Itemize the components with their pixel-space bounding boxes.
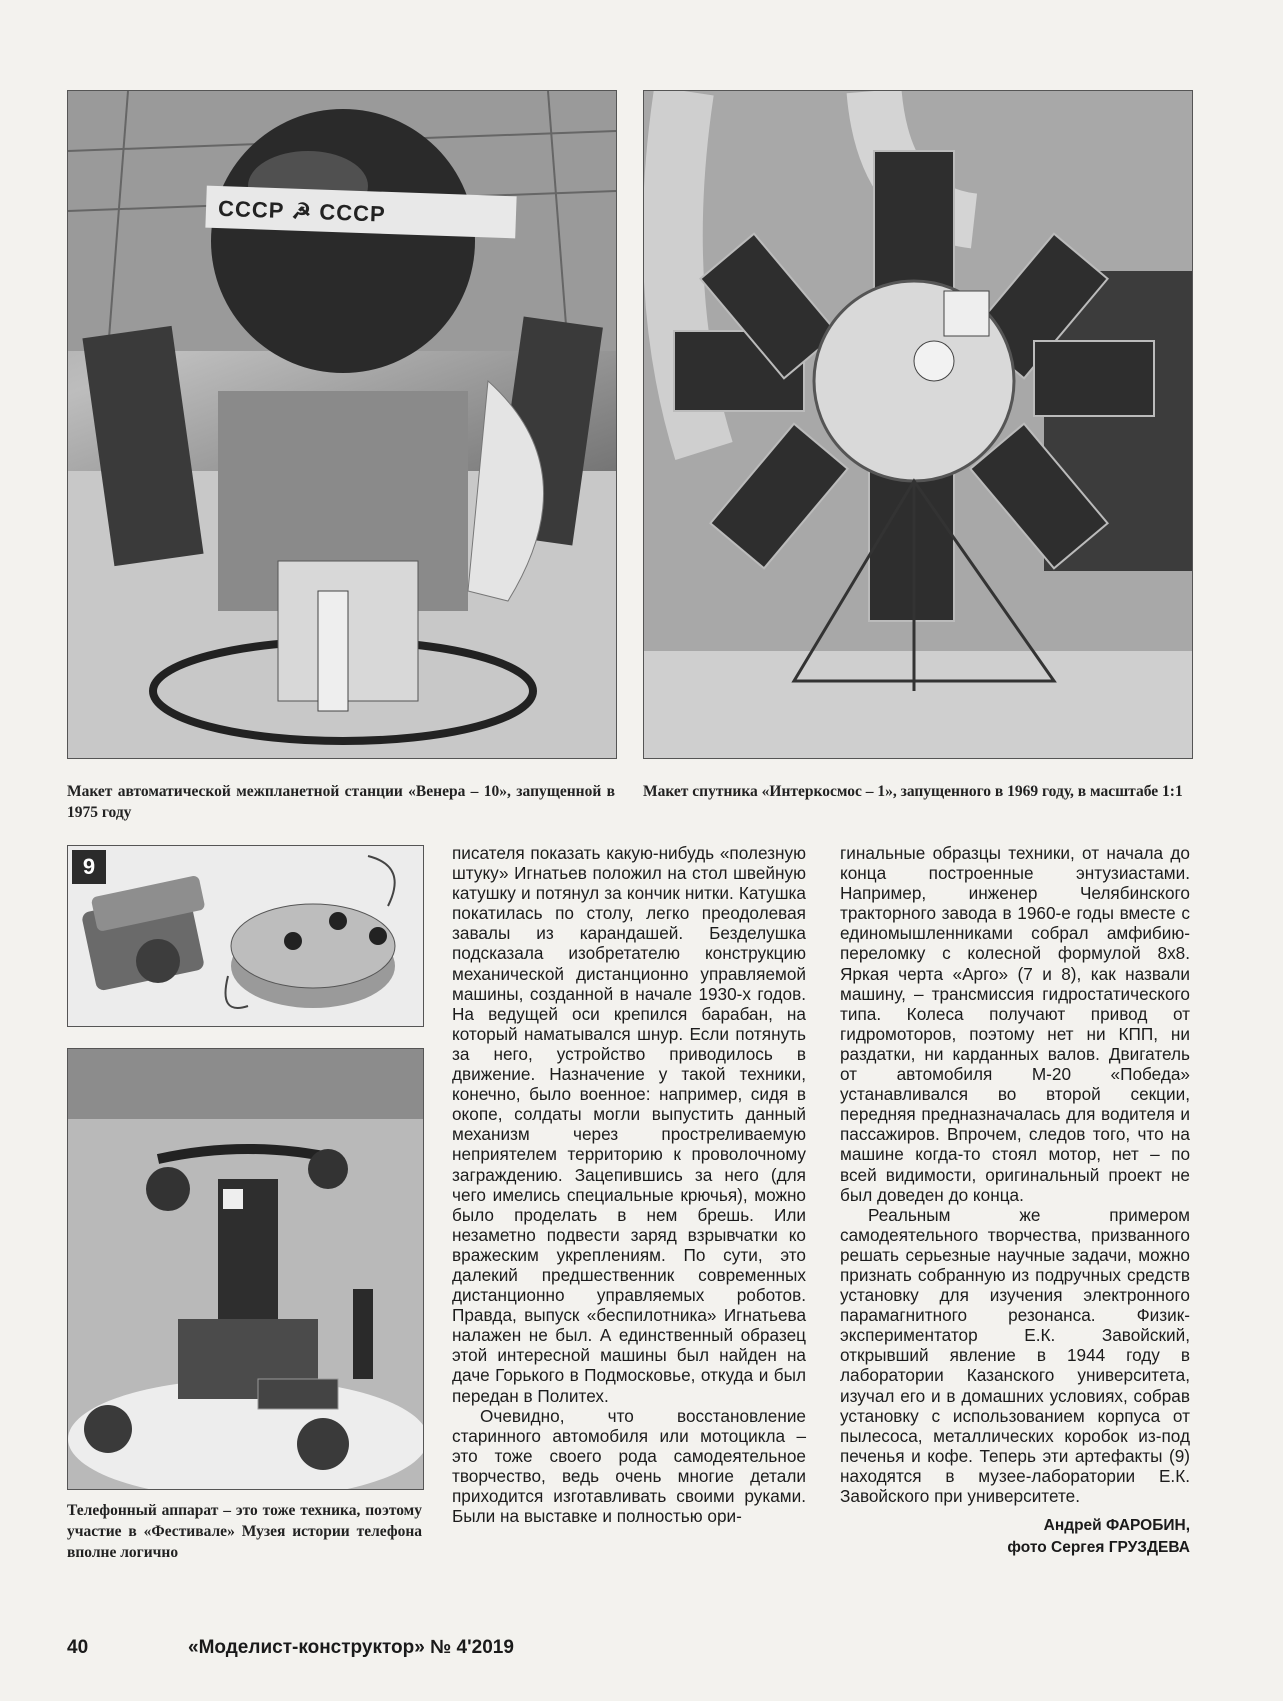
photo-telephone [67,1048,424,1490]
photo-artifacts [67,845,424,1027]
photo-interkosmos-1 [643,90,1193,759]
figure-badge: 9 [72,850,106,884]
magazine-title: «Моделист-конструктор» № 4'2019 [188,1637,514,1658]
author-name: Андрей ФАРОБИН, [1043,1517,1190,1534]
photo-credit: фото Сергея ГРУЗДЕВА [1007,1539,1190,1556]
caption-interkosmos: Макет спутника «Интеркосмос – 1», запущенного в 1969 году, в масштабе 1:1 [643,783,1183,800]
venera-illustration [68,91,616,758]
article-paragraph: писателя показать какую-нибудь «полезную штуку» Игнатьев положил на стол швейную катушку и потянул за кончик нитки. Катушка покатилась по столу, легко преодолевая завалы из карандашей. Безделушка подсказала изобретателю конструкцию механической дистанционно управляемой машины, созданной в начале 1930-х годов. На ведущей оси крепился барабан, на который наматывался шнур. Если потянуть за него, устройство приводилось в движение. Назначение у такой техники, конечно, было военное: например, сидя в окопе, солдаты могли выпустить данный механизм через простреливаемую неприятелем территорию к проволочному заграждению. Зацепившись за него (для чего имелись специальные крючья), можно было проделать в нем брешь. Или незаметно подвести заряд взрывчатки ко вражеским укреплениям. По сути, это далекий предшественник современных дистанционно управляемых роботов. Правда, выпуск «беспилотника» Игнатьева налажен не был. А единственный образец этой интересной машины был найден на даче Горького в Подмосковье, откуда и был передан в Политех. [452,843,806,1406]
signature [840,1515,1190,1559]
caption-telephone: Телефонный аппарат – это тоже техника, поэтому участие в «Фестивале» Музея истории телефона вполне логично [67,1502,422,1561]
article-paragraph: Реальным же примером самодеятельного творчества, призванного решать серьезные научные задачи, можно признать собранную из подручных средств установку для изучения электронного парамагнитного резонанса. Физик-экспериментатор Е.К. Завойский, открывший явление в 1944 году в лаборатории Казанского университета, изучал его и в домашних условиях, собрав установку с использованием корпуса от пылесоса, металлических коробок из-под печенья и кофе. Теперь эти артефакты (9) находятся в музее-лаборатории Е.К. Завойского при университете. [840,1204,1190,1506]
photo-venera-10 [67,90,617,759]
article-paragraph: гинальные образцы техники, от начала до конца построенные энтузиастами. Например, инженер Челябинского тракторного завода в 1960-е годы вместе с единомышленниками собрал амфибию-переломку с колесной формулой 8х8. Яркая черта «Арго» (7 и 8), как назвали машину, – трансмиссия гидростатического типа. Колеса получают привод от гидромоторов, поэтому нет ни КПП, ни раздатки, ни карданных валов. Двигатель от автомобиля М-20 «Победа» устанавливался во второй секции, передняя предназначалась для водителя и пассажиров. Впрочем, следов того, что на машине когда-то стоял мотор, нет – по всей видимости, оригинальный проект не был доведен до конца. [840,843,1190,1205]
article-column-2 [840,843,1190,1506]
caption-venera: Макет автоматической межпланетной станции «Венера – 10», запущенной в 1975 году [67,783,615,821]
page-number: 40 [67,1637,89,1658]
artifacts-illustration [68,846,423,1026]
interkosmos-illustration [644,91,1192,758]
article-paragraph: Очевидно, что восстановление старинного автомобиля или мотоцикла – это тоже своего рода самодеятельное творчество, ведь очень многие детали приходится изготавливать своими руками. Были на выставке и полностью ори- [452,1405,806,1527]
article-column-1 [452,843,806,1526]
telephone-illustration [68,1049,423,1489]
venera-label: СССР ☭ СССР [217,195,387,227]
